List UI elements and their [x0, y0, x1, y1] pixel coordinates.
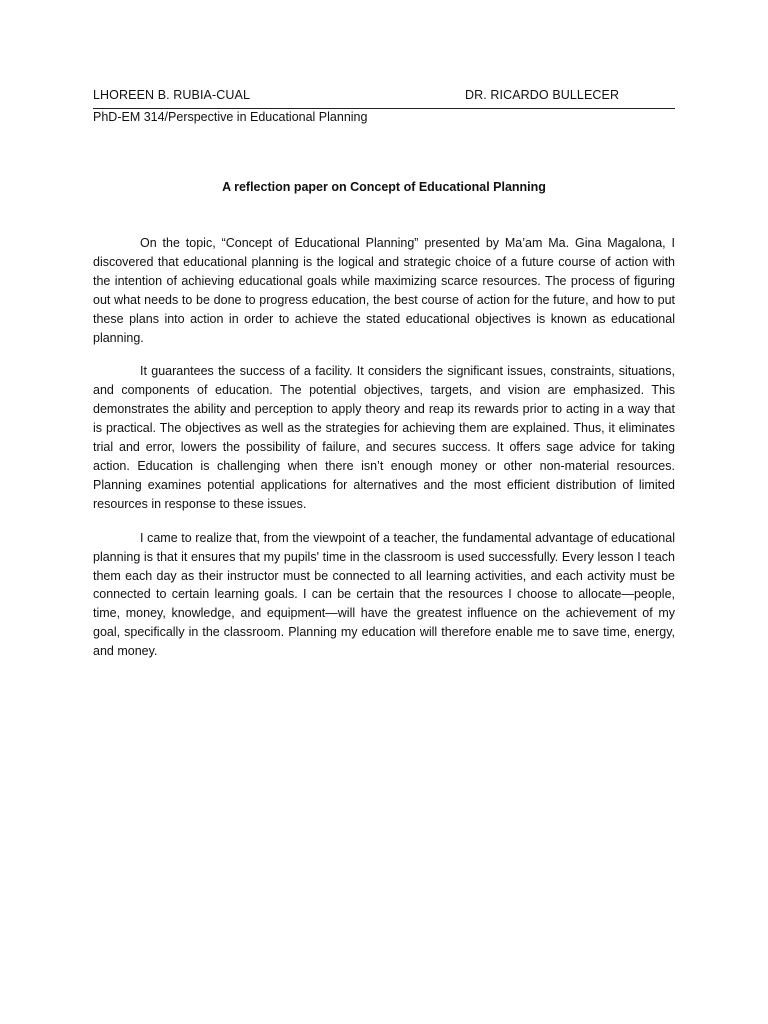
paragraph-3: I came to realize that, from the viewpoint of a teacher, the fundamental advantage of educational planning is that it ensures that my pupils' time in the classroom is used successfully. Every lesson I teach them each day as their instructor must be connected to all learning activities, and each activity must be connected to certain learning goals. I can be certain that the resources I choose to allocate—people, time, money, knowledge, and equipment—will have the greatest influence on the achievement of my goal, specifically in the classroom. Planning my education will therefore enable me to save time, energy, and money.: [93, 530, 675, 659]
paragraph-2: It guarantees the success of a facility. It considers the significant issues, constraints, situations, and components of education. The potential objectives, targets, and vision are emphasized. This demonstrates the ability and perception to apply theory and reap its rewards prior to acting in a way that is practical. The objectives as well as the strategies for achieving them are explained. Thus, it eliminates trial and error, lowers the possibility of failure, and secures success. It offers sage advice for taking action. Education is challenging when there isn’t enough money or other non-material resources. Planning examines potential applications for alternatives and the most efficient distribution of limited resources in response to these issues.: [93, 364, 675, 511]
header-row: [93, 88, 675, 109]
professor-name: DR. RICARDO BULLECER: [465, 88, 620, 102]
author-name: LHOREEN B. RUBIA-CUAL: [93, 88, 250, 102]
document-title: A reflection paper on Concept of Educational Planning: [222, 180, 546, 194]
document-body: [93, 234, 675, 676]
paragraph-1: On the topic, “Concept of Educational Planning” presented by Ma’am Ma. Gina Magalona, I discovered that educational planning is the logical and strategic choice of a future course of action with the intention of achieving educational goals while maximizing scarce resources. The process of figuring out what needs to be done to progress education, the best course of action for the future, and how to put these plans into action in order to achieve the stated educational objectives is known as educational planning.: [93, 236, 675, 345]
course-line: PhD-EM 314/Perspective in Educational Planning: [93, 110, 368, 124]
